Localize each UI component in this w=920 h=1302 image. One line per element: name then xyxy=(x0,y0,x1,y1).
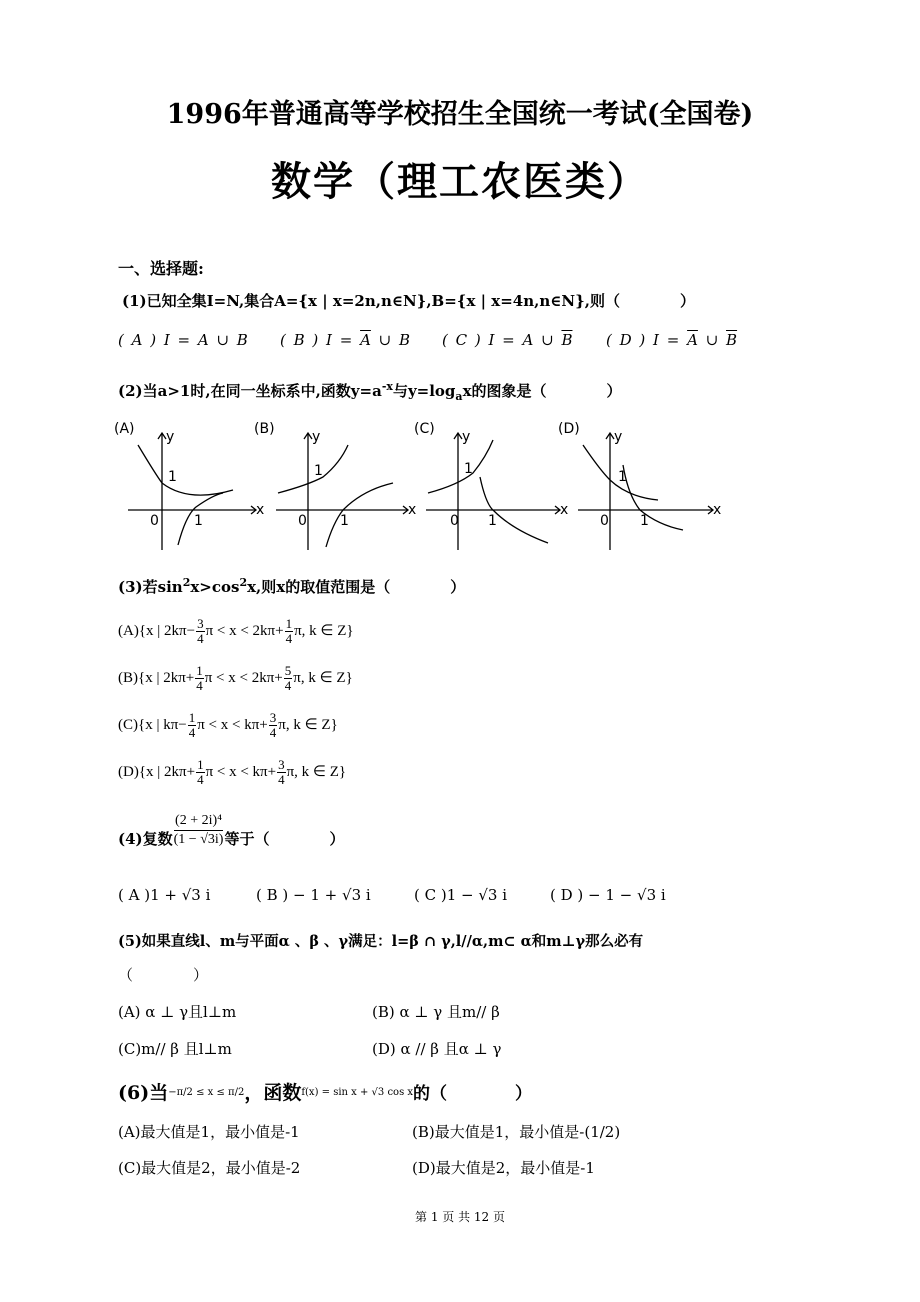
question-5-option-d: (D) α // β 且α ⊥ γ xyxy=(372,1040,502,1058)
question-1-option-d: ( D ) $I = \overline{A}$ ∪ $\overline{B}$ xyxy=(606,331,738,349)
question-6-option-a: (A)最大值是1，最小值是-1 xyxy=(118,1123,300,1141)
graph-b-label: (B) xyxy=(254,421,275,437)
question-5-stem: (5)如果直线l、m与平面α 、β 、γ满足：l=β ∩ γ,l//α,m⊂ α和m⊥γ那么必有 xyxy=(118,933,644,950)
question-6-option-c: (C)最大值是2，最小值是-2 xyxy=(118,1159,301,1177)
section-heading: 一、选择题: xyxy=(118,259,204,278)
graph-c-one-x: 1 xyxy=(488,513,497,529)
graph-d-x: x xyxy=(713,502,722,518)
graph-d-label: (D) xyxy=(558,421,580,437)
question-3-option-d: (D){x | 2kπ+ $\frac{1}{4}$ π < x < kπ+ $\frac{3}{4}$ π, k ∈ Z} xyxy=(118,757,347,787)
page-footer: 第 1 页 共 12 页 xyxy=(415,1210,505,1224)
graph-a-one-x: 1 xyxy=(194,513,203,529)
graph-c-label: (C) xyxy=(414,421,435,437)
graph-c-y: y xyxy=(462,429,471,445)
question-5-option-b: (B) α ⊥ γ 且m// β xyxy=(372,1003,500,1021)
graph-a-label: (A) xyxy=(114,421,135,437)
question-1-stem: (1)已知全集I=N,集合A={x | x=2n,n∈N},B={x | x=4n,n∈N},则（ ） xyxy=(122,292,695,310)
question-1-option-c: ( C ) I = A ∪ $\overline{B}$ xyxy=(442,331,573,349)
question-1-option-a: ( A ) I = A ∪ B xyxy=(118,331,248,349)
graph-a-y: y xyxy=(166,429,175,445)
graph-b-one-x: 1 xyxy=(340,513,349,529)
graph-c-x: x xyxy=(560,502,569,518)
graph-a-origin: 0 xyxy=(150,513,159,529)
question-6-stem: (6)当$^{-\pi/2 \le x \le \pi/2}$，函数$^{f(x) = sin x + √3 cos x}$的（ ） xyxy=(118,1082,533,1104)
question-2-graphs xyxy=(108,415,728,555)
question-1-option-b: ( B ) $I = \overline{A}$ ∪ B xyxy=(280,331,411,349)
question-4-option-c: ( C )1 − √3 i xyxy=(414,886,508,904)
question-6-option-d: (D)最大值是2，最小值是-1 xyxy=(412,1159,595,1177)
graph-d-origin: 0 xyxy=(600,513,609,529)
graph-b-origin: 0 xyxy=(298,513,307,529)
graph-a-x: x xyxy=(256,502,265,518)
question-5-option-c: (C)m// β 且l⊥m xyxy=(118,1040,232,1058)
graph-b-x: x xyxy=(408,502,417,518)
exam-subtitle: 数学（理工农医类） xyxy=(271,158,649,205)
question-3-stem: (3)若$\sin^2x>\cos^2x$,则x的取值范围是（ ） xyxy=(118,576,466,596)
exam-title: 1996年普通高等学校招生全国统一考试(全国卷) xyxy=(166,99,754,130)
question-5-paren: （ ） xyxy=(118,966,209,984)
graph-b-one: 1 xyxy=(314,463,323,479)
question-4-option-b: ( B ) − 1 + √3 i xyxy=(256,886,371,904)
graph-d-one: 1 xyxy=(618,469,627,485)
graph-c-origin: 0 xyxy=(450,513,459,529)
question-3-option-c: (C){x | kπ− $\frac{1}{4}$ π < x < kπ+ $\frac{3}{4}$ π, k ∈ Z} xyxy=(118,710,338,740)
graph-c-one: 1 xyxy=(464,461,473,477)
question-5-option-a: (A) α ⊥ γ且l⊥m xyxy=(118,1003,237,1021)
question-4-stem: (4)复数 $\frac{\text{(2 + 2i)⁴}}{(1 - √3i)}$ 等于（ ） xyxy=(118,813,345,848)
question-4-option-d: ( D ) − 1 − √3 i xyxy=(550,886,666,904)
graph-d-one-x: 1 xyxy=(640,513,649,529)
question-3-option-a: (A){x | 2kπ− $\frac{3}{4}$ π < x < 2kπ+ $\frac{1}{4}$ π, k ∈ Z} xyxy=(118,616,354,646)
question-3-option-b: (B){x | 2kπ+ $\frac{1}{4}$ π < x < 2kπ+ $\frac{5}{4}$ π, k ∈ Z} xyxy=(118,663,353,693)
graph-b-y: y xyxy=(312,429,321,445)
question-2-stem: (2)当a>1时,在同一坐标系中,函数$y=a^{-x}$与$y=\log_ax$的图象是（ ） xyxy=(118,380,622,403)
graph-d-y: y xyxy=(614,429,623,445)
graph-a-one: 1 xyxy=(168,469,177,485)
question-6-option-b: (B)最大值是1，最小值是-(1/2) xyxy=(412,1123,621,1141)
question-4-option-a: ( A )1 + √3 i xyxy=(118,886,211,904)
